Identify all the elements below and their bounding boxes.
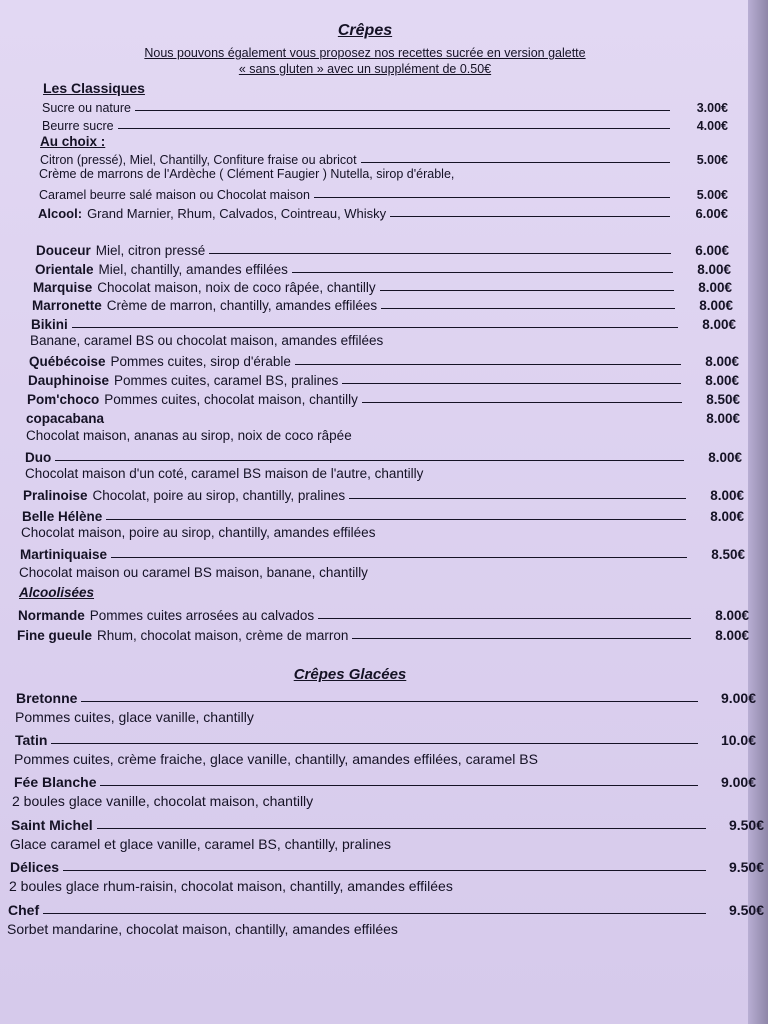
- menu-item-bretonne: [16, 688, 756, 706]
- item-desc: Grand Marnier, Rhum, Calvados, Cointreau, Whisky: [87, 206, 387, 221]
- leader-line: [118, 128, 670, 129]
- item-price: 9.50€: [728, 902, 764, 918]
- leader-line: [390, 216, 670, 217]
- item-name: Marronette: [32, 298, 102, 313]
- item-price: 4.00€: [696, 119, 728, 133]
- item-desc: Pommes cuites, caramel BS, pralines: [114, 373, 339, 388]
- item-price: 8.00€: [715, 608, 749, 623]
- item-name: Dauphinoise: [28, 373, 110, 388]
- item-name: Sucre ou nature: [42, 101, 131, 115]
- item-name: Normande: [18, 608, 85, 623]
- leader-line: [135, 110, 670, 111]
- leader-line: [380, 290, 674, 291]
- item-name: copacabana: [26, 411, 105, 426]
- leader-line: [100, 785, 698, 786]
- item-price: 8.00€: [705, 354, 739, 369]
- menu-item-marrons: [39, 184, 728, 202]
- item-desc: Pommes cuites, sirop d'érable: [110, 354, 291, 369]
- item-price: 8.00€: [710, 509, 744, 524]
- menu-item-quebecoise: [29, 351, 739, 369]
- leader-line: [106, 519, 686, 520]
- leader-line: [108, 421, 682, 422]
- menu-item-delices: [10, 857, 764, 875]
- leader-line: [318, 618, 691, 619]
- leader-line: [55, 460, 684, 461]
- leader-line: [314, 197, 670, 198]
- item-name: Bretonne: [16, 690, 78, 706]
- item-name: Marquise: [33, 280, 93, 295]
- leader-line: [361, 162, 670, 163]
- item-price: 8.00€: [708, 450, 742, 465]
- item-name: Martiniquaise: [20, 547, 108, 562]
- menu-item-pomchoco: [27, 389, 740, 407]
- item-price: 3.00€: [696, 101, 728, 115]
- menu-item-duo: [25, 447, 742, 465]
- menu-item-normande: [18, 605, 749, 623]
- gluten-note-line2: « sans gluten » avec un supplément de 0.50€: [238, 62, 492, 76]
- menu-item-beurre: [42, 115, 728, 133]
- item-price: 6.00€: [695, 243, 729, 258]
- delices-detail: 2 boules glace rhum-raisin, chocolat maison, chantilly, amandes effilées: [9, 878, 453, 894]
- belle-helene-detail: Chocolat maison, poire au sirop, chantilly, amandes effilées: [21, 525, 376, 540]
- leader-line: [63, 870, 706, 871]
- menu-item-copacabana: [26, 408, 740, 426]
- leader-line: [51, 743, 698, 744]
- item-name: Fine gueule: [17, 628, 93, 643]
- item-desc: Miel, citron pressé: [95, 243, 206, 258]
- item-desc: Caramel beurre salé maison ou Chocolat maison: [39, 188, 310, 202]
- item-name: Québécoise: [29, 354, 106, 369]
- item-name: Délices: [10, 859, 60, 875]
- item-desc: Citron (pressé), Miel, Chantilly, Confiture fraise ou abricot: [40, 153, 357, 167]
- item-desc: Pommes cuites, chocolat maison, chantilly: [104, 392, 358, 407]
- menu-item-belle-helene: [22, 506, 744, 524]
- item-price: 8.00€: [698, 280, 732, 295]
- marrons-line1: Crème de marrons de l'Ardèche ( Clément Faugier ) Nutella, sirop d'érable,: [39, 167, 455, 181]
- gluten-note-line1: Nous pouvons également vous proposez nos recettes sucrée en version galette: [144, 46, 586, 60]
- item-price: 8.00€: [705, 373, 739, 388]
- chef-detail: Sorbet mandarine, chocolat maison, chantilly, amandes effilées: [7, 921, 398, 937]
- fee-blanche-detail: 2 boules glace vanille, chocolat maison, chantilly: [12, 793, 314, 809]
- menu-item-dauphinoise: [28, 370, 739, 388]
- menu-item-sucre: [42, 97, 728, 115]
- item-price: 8.50€: [706, 392, 740, 407]
- item-price: 6.00€: [695, 206, 728, 221]
- leader-line: [111, 557, 687, 558]
- item-price: 9.50€: [728, 817, 764, 833]
- item-price: 8.00€: [702, 317, 736, 332]
- alcoolisees-heading: Alcoolisées: [19, 585, 95, 600]
- item-name: Saint Michel: [11, 817, 93, 833]
- item-desc: Rhum, chocolat maison, crème de marron: [97, 628, 349, 643]
- item-name: Pralinoise: [23, 488, 88, 503]
- bretonne-detail: Pommes cuites, glace vanille, chantilly: [15, 709, 254, 725]
- menu-item-pralinoise: [23, 485, 744, 503]
- leader-line: [209, 253, 671, 254]
- item-name: Orientale: [35, 262, 94, 277]
- tatin-detail: Pommes cuites, crème fraiche, glace vanille, chantilly, amandes effilées, caramel BS: [14, 751, 538, 767]
- item-price: 9.00€: [720, 690, 756, 706]
- item-name: Chef: [8, 902, 40, 918]
- menu-item-marronette: [32, 295, 733, 313]
- menu-item-saint-michel: [11, 815, 764, 833]
- classiques-heading: Les Classiques: [43, 80, 145, 96]
- item-name: Duo: [25, 450, 52, 465]
- item-desc: Chocolat maison, noix de coco râpée, chantilly: [97, 280, 376, 295]
- item-name: Beurre sucre: [42, 119, 114, 133]
- menu-item-fee-blanche: [14, 772, 756, 790]
- menu-item-bikini: [31, 314, 736, 332]
- leader-line: [349, 498, 686, 499]
- crepes-title: Crêpes: [337, 22, 393, 39]
- item-name: Fée Blanche: [14, 774, 97, 790]
- item-price: 10.0€: [720, 732, 756, 748]
- item-price: 8.00€: [715, 628, 749, 643]
- leader-line: [43, 913, 706, 914]
- item-desc: Pommes cuites arrosées au calvados: [89, 608, 315, 623]
- item-name: Alcool:: [38, 206, 83, 221]
- item-name: Tatin: [15, 732, 48, 748]
- menu-item-orientale: [35, 259, 731, 277]
- item-price: 9.50€: [728, 859, 764, 875]
- leader-line: [342, 383, 681, 384]
- item-price: 8.00€: [706, 411, 740, 426]
- item-price: 8.50€: [711, 547, 745, 562]
- item-desc: Crème de marron, chantilly, amandes effilées: [106, 298, 378, 313]
- bikini-detail: Banane, caramel BS ou chocolat maison, amandes effilées: [30, 333, 384, 348]
- item-price: 5.00€: [696, 188, 728, 202]
- leader-line: [72, 327, 678, 328]
- item-price: 8.00€: [699, 298, 733, 313]
- copacabana-detail: Chocolat maison, ananas au sirop, noix de coco râpée: [26, 428, 352, 443]
- martiniquaise-detail: Chocolat maison ou caramel BS maison, banane, chantilly: [19, 565, 368, 580]
- menu-item-tatin: [15, 730, 756, 748]
- item-desc: Chocolat, poire au sirop, chantilly, pralines: [92, 488, 346, 503]
- menu-item-douceur: [36, 240, 729, 258]
- leader-line: [97, 828, 706, 829]
- leader-line: [381, 308, 675, 309]
- leader-line: [295, 364, 681, 365]
- item-price: 8.00€: [710, 488, 744, 503]
- item-name: Bikini: [31, 317, 68, 332]
- menu-item-alcool: [38, 203, 728, 221]
- menu-item-marquise: [33, 277, 732, 295]
- item-name: Douceur: [36, 243, 91, 258]
- menu-item-chef: [8, 900, 764, 918]
- duo-detail: Chocolat maison d'un coté, caramel BS maison de l'autre, chantilly: [25, 466, 424, 481]
- menu-item-martiniquaise: [20, 544, 745, 562]
- leader-line: [81, 701, 698, 702]
- item-name: Pom'choco: [27, 392, 100, 407]
- item-name: Belle Hélène: [22, 509, 103, 524]
- leader-line: [352, 638, 691, 639]
- leader-line: [292, 272, 673, 273]
- item-price: 5.00€: [696, 153, 728, 167]
- menu-item-citron: [40, 149, 728, 167]
- menu-item-fine-gueule: [17, 625, 749, 643]
- item-desc: Miel, chantilly, amandes effilées: [98, 262, 288, 277]
- saint-michel-detail: Glace caramel et glace vanille, caramel BS, chantilly, pralines: [10, 836, 392, 852]
- au-choix-heading: Au choix :: [40, 134, 106, 149]
- leader-line: [362, 402, 682, 403]
- glacees-title: Crêpes Glacées: [293, 666, 407, 683]
- item-price: 9.00€: [720, 774, 756, 790]
- item-price: 8.00€: [697, 262, 731, 277]
